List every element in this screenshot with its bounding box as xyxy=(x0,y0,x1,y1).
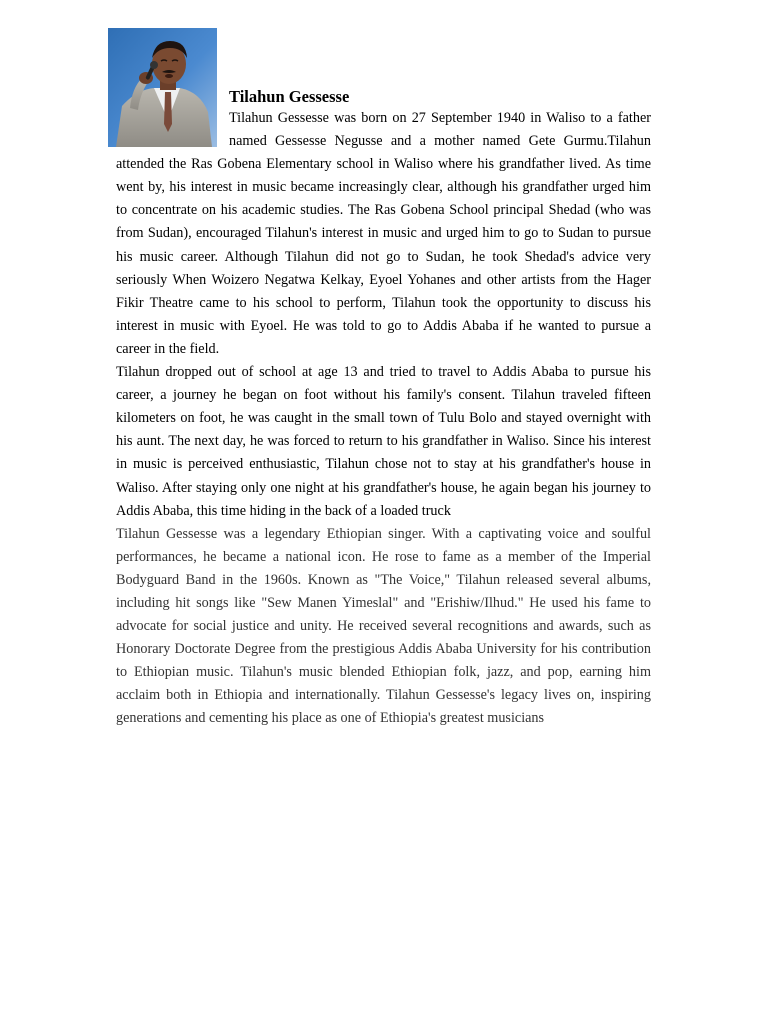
portrait-illustration xyxy=(108,28,217,147)
document-title: Tilahun Gessesse xyxy=(229,87,350,106)
paragraph-early-life: Tilahun Gessesse was born on 27 September 1940 in Waliso to a father named Gessesse Negusse and a mother named Gete Gurmu.Tilahun attended the Ras Gobena Elementary school in Waliso where his grandfather lived. As time went by, his interest in music became increasingly clear, although his grandfather urged him to concentrate on his academic studies. The Ras Gobena School principal Shedad (who was from Sudan), encouraged Tilahun's interest in music and urged him to go to Sudan to pursue his music career. Although Tilahun did not go to Sudan, he took Shedad's advice very seriously When Woizero Negatwa Kelkay, Eyoel Yohanes and other artists from the Hager Fikir Theatre came to his school to perform, Tilahun took the opportunity to discuss his interest in music with Eyoel. He was told to go to Addis Ababa if he wanted to pursue a career in the field. xyxy=(116,110,651,357)
paragraph-journey: Tilahun dropped out of school at age 13 and tried to travel to Addis Ababa to pursue his career, a journey he began on foot without his family's consent. Tilahun traveled fifteen kilometers on foot, he was caught in the small town of Tulu Bolo and stayed overnight with his aunt. The next day, he was forced to return to his grandfather in Waliso. Since his interest in music is perceived enthusiastic, Tilahun chose not to stay at his grandfather's house in Waliso. After staying only one night at his grandfather's house, he again began his journey to Addis Ababa, this time hiding in the back of a loaded truck xyxy=(116,364,651,519)
document-page xyxy=(116,28,651,731)
paragraph-legacy: Tilahun Gessesse was a legendary Ethiopian singer. With a captivating voice and soulful performances, he became a national icon. He rose to fame as a member of the Imperial Bodyguard Band in the 1960s. Known as "The Voice," Tilahun released several albums, including hit songs like "Sew Manen Yimeslal" and "Erishiw/Ilhud." He used his fame to advocate for social justice and unity. He received several recognitions and awards, such as Honorary Doctorate Degree from the prestigious Addis Ababa University for his contribution to Ethiopian music. Tilahun's music blended Ethiopian folk, jazz, and pop, earning him acclaim both in Ethiopia and internationally. Tilahun Gessesse's legacy lives on, inspiring generations and cementing his place as one of Ethiopia's greatest musicians xyxy=(116,525,651,727)
portrait-photo xyxy=(108,28,217,147)
